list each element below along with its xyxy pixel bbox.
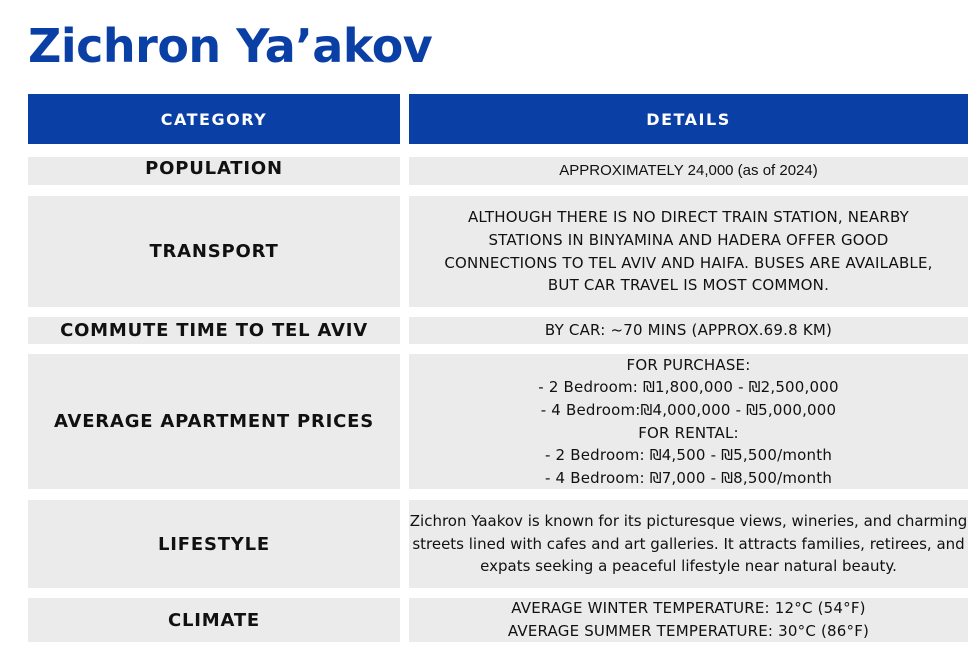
details-line: expats seeking a peaceful lifestyle near natural beauty. <box>480 557 897 576</box>
apartment-prices-details-cell <box>409 354 968 489</box>
details-line: ALTHOUGH THERE IS NO DIRECT TRAIN STATION, NEARBY <box>467 208 910 227</box>
apartment-prices-category-cell: AVERAGE APARTMENT PRICES <box>28 354 400 489</box>
details-line: STATIONS IN BINYAMINA AND HADERA OFFER GOOD <box>488 230 889 249</box>
commute-category-cell: COMMUTE TIME TO TEL AVIV <box>28 317 400 344</box>
details-line: Zichron Yaakov is known for its picturesque views, wineries, and charming <box>409 512 968 531</box>
category-column-header: CATEGORY <box>28 94 400 144</box>
climate-details-cell <box>409 598 968 642</box>
page-title: Zichron Ya’akov <box>28 19 433 73</box>
details-line: - 2 Bedroom: ₪4,500 - ₪5,500/month <box>544 446 833 465</box>
transport-details-cell <box>409 196 968 307</box>
details-line: - 2 Bedroom: ₪1,800,000 - ₪2,500,000 <box>538 378 839 397</box>
details-line: - 4 Bedroom: ₪7,000 - ₪8,500/month <box>544 468 833 487</box>
details-line: CONNECTIONS TO TEL AVIV AND HAIFA. BUSES ARE AVAILABLE, <box>444 253 933 272</box>
transport-category-cell: TRANSPORT <box>28 196 400 307</box>
details-line: FOR PURCHASE: <box>626 355 751 374</box>
lifestyle-details-cell <box>409 500 968 588</box>
details-line: BUT CAR TRAVEL IS MOST COMMON. <box>547 276 830 295</box>
lifestyle-category-cell: LIFESTYLE <box>28 500 400 588</box>
details-line: AVERAGE SUMMER TEMPERATURE: 30°C (86°F) <box>507 622 870 640</box>
details-line: BY CAR: ~70 MINS (APPROX.69.8 KM) <box>544 321 833 340</box>
population-category-cell: POPULATION <box>28 157 400 185</box>
details-column-header: DETAILS <box>409 94 968 144</box>
details-line: AVERAGE WINTER TEMPERATURE: 12°C (54°F) <box>511 599 866 618</box>
details-line: - 4 Bedroom:₪4,000,000 - ₪5,000,000 <box>540 400 837 419</box>
population-details-cell <box>409 157 968 185</box>
details-line: FOR RENTAL: <box>638 423 739 442</box>
climate-category-cell: CLIMATE <box>28 598 400 642</box>
details-line: streets lined with cafes and art galleries. It attracts families, retirees, and <box>412 534 965 553</box>
commute-details-cell <box>409 317 968 344</box>
details-line: APPROXIMATELY 24,000 (as of 2024) <box>559 162 818 180</box>
